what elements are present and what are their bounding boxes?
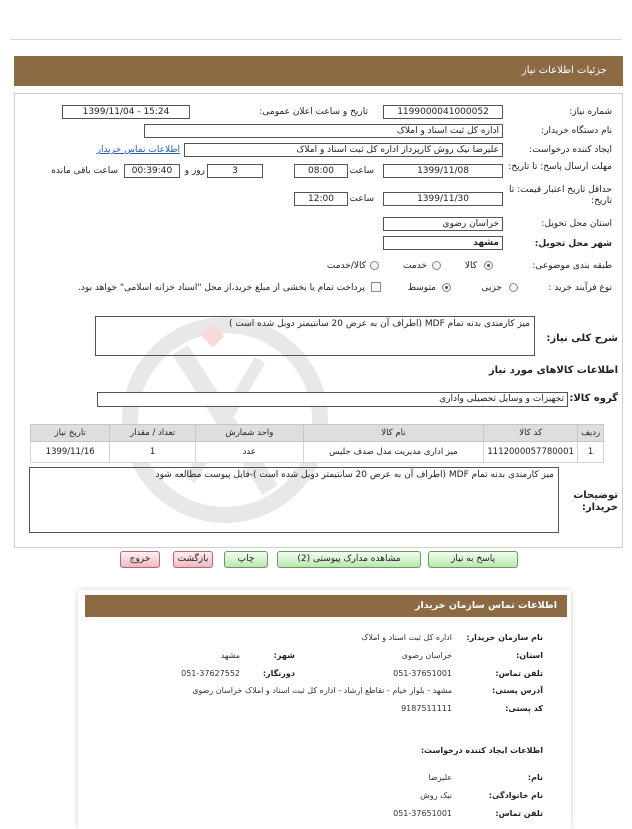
description-text: میز کارمندی بدنه تمام MDF (اطراف آن به عرض 20 سانتیمتر دوبل شده است ) bbox=[229, 319, 530, 329]
category-label: طبقه بندی موضوعی: bbox=[532, 261, 612, 271]
treasury-payment-checkbox[interactable] bbox=[371, 282, 381, 292]
fax-label: دورنگار: bbox=[262, 669, 295, 678]
print-button[interactable]: چاپ bbox=[224, 551, 268, 568]
creator-section-title: اطلاعات ایجاد کننده درخواست: bbox=[420, 746, 543, 755]
cell-qty: 1 bbox=[110, 442, 195, 463]
table-row bbox=[31, 442, 604, 463]
contact-province-value: خراسان رضوی bbox=[401, 651, 452, 660]
back-button[interactable]: بازگشت bbox=[173, 551, 213, 568]
cell-name: میز اداری مدیریت مدل صدف جلیس bbox=[303, 442, 483, 463]
province-field: خراسان رضوی bbox=[383, 217, 503, 231]
buyer-notes-label: توضیحات خریدار: bbox=[573, 490, 618, 513]
time-remaining-field: 00:39:40 bbox=[124, 164, 180, 178]
col-qty: تعداد / مقدار bbox=[110, 425, 195, 442]
buyer-org-label: نام دستگاه خریدار: bbox=[541, 126, 612, 136]
process-radio-minor[interactable] bbox=[509, 283, 518, 292]
goods-section-title: اطلاعات کالاهای مورد نیاز bbox=[488, 365, 618, 376]
cell-date: 1399/11/16 bbox=[31, 442, 110, 463]
time-remaining-label: ساعت باقی مانده bbox=[51, 166, 118, 176]
top-divider bbox=[10, 39, 622, 40]
org-label: نام سازمان خریدار: bbox=[466, 633, 543, 642]
creator-phone-value: 051-37651001 bbox=[393, 809, 452, 818]
city-field: مشهد bbox=[383, 236, 503, 250]
attachments-button[interactable]: مشاهده مدارک پیوستی (2) bbox=[277, 551, 421, 568]
creator-name-label: نام: bbox=[527, 773, 543, 782]
validity-label: حداقل تاریخ اعتبار قیمت: تا تاریخ: bbox=[509, 185, 612, 206]
buyer-org-field: اداره کل ثبت اسناد و املاک bbox=[144, 124, 503, 138]
announce-date-label: تاریخ و ساعت اعلان عمومی: bbox=[259, 107, 368, 117]
postal-code-value: 9187511111 bbox=[401, 704, 452, 713]
creator-family-value: نیک روش bbox=[420, 791, 452, 800]
contact-phone-value: 051-37651001 bbox=[393, 669, 452, 678]
goods-table bbox=[30, 424, 604, 463]
category-option-goods-service: کالا/خدمت bbox=[326, 261, 366, 271]
category-radio-goods[interactable] bbox=[484, 261, 493, 270]
exit-button[interactable]: خروج bbox=[120, 551, 160, 568]
province-label: استان محل تحویل: bbox=[541, 219, 612, 229]
validity-time-label: ساعت bbox=[349, 194, 374, 204]
requester-field: علیرضا نیک روش کارپرداز اداره کل ثبت اسناد و املاک bbox=[184, 143, 503, 157]
need-number-field: 1199000041000052 bbox=[383, 105, 503, 119]
col-row: ردیف bbox=[578, 425, 604, 442]
col-code: کد کالا bbox=[484, 425, 578, 442]
contact-city-value: مشهد bbox=[220, 651, 240, 660]
days-remaining-field: 3 bbox=[207, 164, 263, 178]
col-date: تاریخ نیاز bbox=[31, 425, 110, 442]
address-label: آدرس پستی: bbox=[492, 686, 543, 695]
buyer-notes-box bbox=[29, 467, 559, 533]
process-option-minor: جزیی bbox=[481, 283, 502, 293]
address-value: مشهد - بلوار خیام - تقاطع ارشاد - اداره کل ثبت اسناد و املاک خراسان رضوی bbox=[192, 686, 452, 695]
category-radio-goods-service[interactable] bbox=[370, 261, 379, 270]
deadline-date-field: 1399/11/08 bbox=[383, 164, 503, 178]
description-box bbox=[95, 316, 535, 356]
days-label: روز و bbox=[184, 166, 205, 176]
org-value: اداره کل ثبت اسناد و املاک bbox=[361, 633, 452, 642]
cell-row: 1 bbox=[578, 442, 604, 463]
treasury-payment-note: پرداخت تمام یا بخشی از مبلغ خرید،از محل "اسناد خزانه اسلامی" خواهد بود. bbox=[77, 283, 365, 293]
deadline-label: مهلت ارسال پاسخ: تا تاریخ: bbox=[508, 162, 612, 172]
fax-value: 051-37627552 bbox=[181, 669, 240, 678]
reply-button[interactable]: پاسخ به نیاز bbox=[428, 551, 518, 568]
deadline-time-label: ساعت bbox=[349, 166, 374, 176]
buyer-notes-text: میز کارمندی بدنه تمام MDF (اطراف آن به عرض 20 سانتیمتر دوبل شده است )-فایل پیوست مطالعه شود bbox=[155, 470, 554, 480]
contact-province-label: استان: bbox=[516, 651, 543, 660]
goods-table-header bbox=[31, 425, 604, 442]
creator-family-label: نام خانوادگی: bbox=[488, 791, 543, 800]
cell-code: 1112000057780001 bbox=[484, 442, 578, 463]
requester-label: ایجاد کننده درخواست: bbox=[529, 145, 612, 155]
contact-card-title: اطلاعات تماس سازمان خریدار bbox=[85, 595, 567, 617]
postal-code-label: کد پستی: bbox=[505, 704, 543, 713]
announce-date-field: 1399/11/04 - 15:24 bbox=[62, 105, 190, 119]
cell-unit: عدد bbox=[195, 442, 303, 463]
goods-group-label: گروه کالا: bbox=[569, 393, 618, 404]
category-option-goods: کالا bbox=[464, 261, 477, 271]
col-name: نام کالا bbox=[303, 425, 483, 442]
contact-city-label: شهر: bbox=[273, 651, 295, 660]
category-option-service: خدمت bbox=[403, 261, 427, 271]
page-header: جزئیات اطلاعات نیاز bbox=[14, 56, 623, 86]
buyer-contact-link[interactable]: اطلاعات تماس خریدار bbox=[96, 145, 180, 155]
creator-phone-label: تلفن تماس: bbox=[495, 809, 543, 818]
col-unit: واحد شمارش bbox=[195, 425, 303, 442]
category-radio-service[interactable] bbox=[432, 261, 441, 270]
need-number-label: شماره نیاز: bbox=[569, 107, 612, 117]
process-label: نوع فرآیند خرید : bbox=[548, 283, 612, 293]
process-option-medium: متوسط bbox=[407, 283, 436, 293]
description-label: شرح کلی نیاز: bbox=[546, 333, 618, 344]
goods-group-field: تجهیزات و وسایل تحصیلی واداری bbox=[97, 392, 568, 407]
validity-time-field: 12:00 bbox=[294, 192, 348, 206]
process-radio-medium[interactable] bbox=[442, 283, 451, 292]
contact-phone-label: تلفن تماس: bbox=[495, 669, 543, 678]
city-label: شهر محل تحویل: bbox=[534, 239, 612, 249]
deadline-time-field: 08:00 bbox=[294, 164, 348, 178]
validity-date-field: 1399/11/30 bbox=[383, 192, 503, 206]
creator-name-value: علیرضا bbox=[428, 773, 452, 782]
